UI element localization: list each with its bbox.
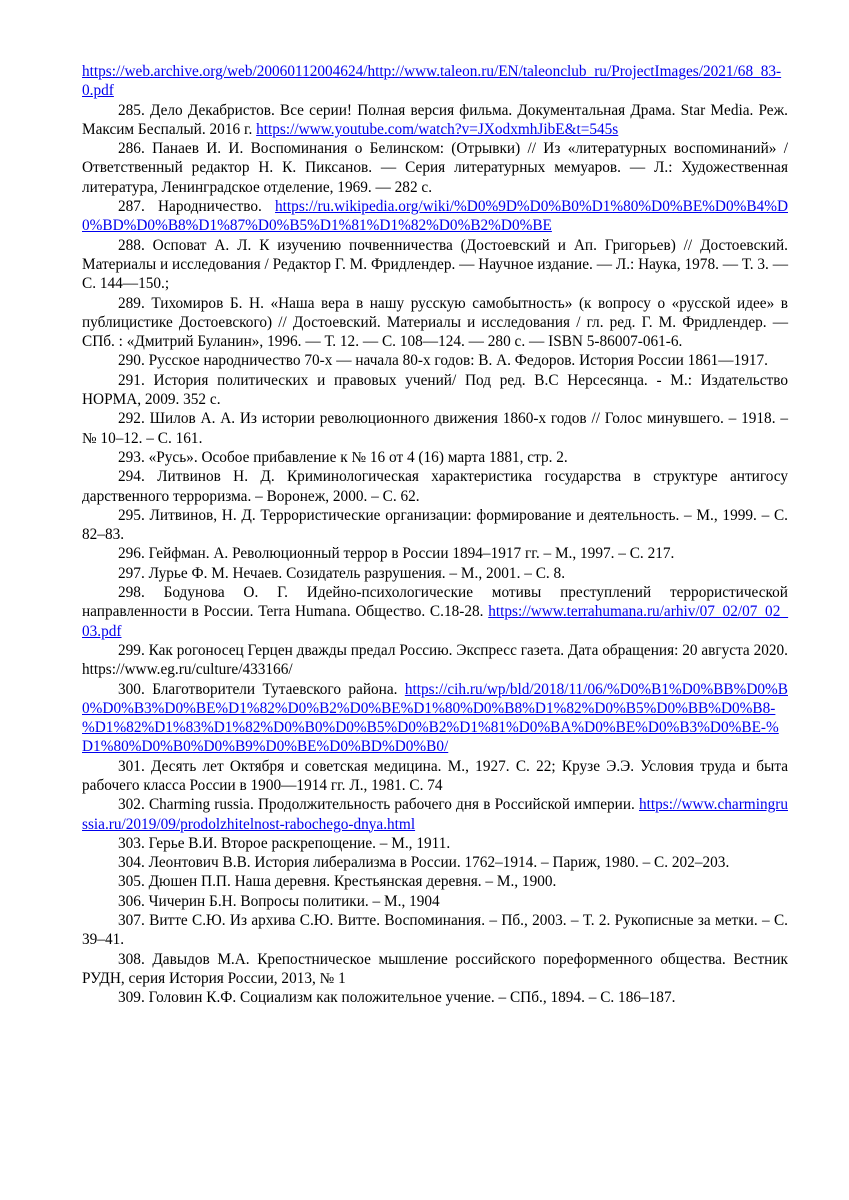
ref-entry-299	[82, 641, 788, 680]
ref-entry-298	[82, 583, 788, 641]
ref-entry-289	[82, 294, 788, 352]
ref-number: 288.	[118, 236, 145, 254]
ref-number: 286.	[118, 140, 145, 158]
ref-entry-300	[82, 680, 788, 757]
ref-entry-303	[82, 834, 788, 853]
ref-number: 285.	[118, 101, 145, 119]
ref-link[interactable]: https://web.archive.org/web/20060112004624/http://www.taleon.ru/EN/taleonclub_ru/ProjectImages/2021/68_83-0.pdf	[82, 63, 782, 100]
ref-link[interactable]: https://cih.ru/wp/bld/2018/11/06/%D0%B1%D0%BB%D0%B0%D0%B3%D0%BE%D1%82%D0%B2%D0%BE%D1%80%D0%B8%D1%82%D0%B5%D0%BB%D0%B8-%D1%82%D1%83%D1%82%D0%B0%D0%B5%D0%B2%D1%81%D0%BA%D0%BE%D0%B3%D0%BE-%D1%80%D0%B0%D0%B9%D0%BE%D0%BD%D0%B0/	[82, 680, 788, 756]
ref-number: 297.	[118, 564, 145, 582]
ref-text: Гейфман. А. Революционный террор в России 1894–1917 гг. – М., 1997. – С. 217.	[144, 545, 675, 563]
ref-number: 302.	[118, 796, 145, 814]
ref-entry-295	[82, 506, 788, 545]
ref-entry-285	[82, 101, 788, 140]
ref-number: 295.	[118, 506, 145, 524]
ref-text: Леонтович В.В. История либерализма в России. 1762–1914. – Париж, 1980. – С. 202–203.	[144, 854, 730, 872]
ref-text: Литвинов, Н. Д. Террористические организации: формирование и деятельность. – М., 1999. – С. 82–83.	[82, 506, 788, 544]
ref-entry-292	[82, 409, 788, 448]
ref-text: Charming russia. Продолжительность рабочего дня в Российской империи.	[144, 796, 640, 814]
ref-number: 309.	[118, 989, 145, 1007]
ref-text: Дюшен П.П. Наша деревня. Крестьянская деревня. – М., 1900.	[144, 873, 557, 891]
ref-entry-290	[82, 351, 788, 370]
ref-entry-296	[82, 544, 788, 563]
ref-text: Народничество.	[144, 198, 276, 216]
ref-number: 287.	[118, 198, 145, 216]
ref-text: Шилов А. А. Из истории революционного движения 1860-х годов // Голос минувшего. – 1918. – № 10–12. – С. 161.	[82, 410, 788, 447]
ref-number: 303.	[118, 834, 145, 852]
ref-text: Десять лет Октября и советская медицина. М., 1927. С. 22; Крузе Э.Э. Условия труда и быта рабочего класса России в 1900—1914 гг. Л., 1981. С. 74	[82, 757, 788, 794]
ref-entry-297	[82, 564, 788, 583]
ref-text: Как рогоносец Герцен дважды предал Россию. Экспресс газета. Дата обращения: 20 августа 2020. https://www.eg.ru/culture/433166/	[82, 641, 788, 679]
ref-entry-293	[82, 448, 788, 467]
ref-text: История политических и правовых учений/ Под ред. В.С Нерсесянца. - М.: Издательство НОРМА, 2009. 352 с.	[82, 371, 788, 409]
ref-entry-287	[82, 197, 788, 236]
ref-text: Витте С.Ю. Из архива С.Ю. Витте. Воспоминания. – Пб., 2003. – Т. 2. Рукописные за метки. – С. 39–41.	[82, 912, 788, 949]
ref-text: Давыдов М.А. Крепостническое мышление российского пореформенного общества. Вестник РУДН, серия История России, 2013, № 1	[82, 950, 788, 987]
ref-entry-288	[82, 236, 788, 294]
ref-entry-291	[82, 371, 788, 410]
ref-number: 304.	[118, 854, 145, 872]
ref-link[interactable]: https://www.terrahumana.ru/arhiv/07_02/07_02_03.pdf	[82, 603, 788, 640]
ref-entry-301	[82, 757, 788, 796]
ref-number: 300.	[118, 680, 145, 698]
ref-text: Чичерин Б.Н. Вопросы политики. – М., 1904	[144, 892, 440, 910]
ref-link[interactable]: https://www.charmingrussia.ru/2019/09/prodolzhitelnost-rabochego-dnya.html	[82, 796, 788, 833]
ref-entry-307	[82, 911, 788, 950]
ref-entry-286	[82, 139, 788, 197]
ref-number: 293.	[118, 448, 145, 466]
ref-entry-306	[82, 892, 788, 911]
ref-entry-294	[82, 467, 788, 506]
ref-number: 305.	[118, 873, 145, 891]
ref-text: Тихомиров Б. Н. «Наша вера в нашу русскую самобытность» (к вопросу о «русской идее» в публицистике Достоевского) // Достоевский. Материалы и исследования / гл. ред. Г. М. Фридлендер. — СПб. : «Дмитрий Буланин», 1996. — Т. 12. — С. 108—124. — 280 с. — ISBN 5-86007-061-6.	[82, 294, 788, 351]
ref-text: «Русь». Особое прибавление к № 16 от 4 (16) марта 1881, стр. 2.	[144, 448, 568, 466]
ref-number: 298.	[118, 584, 145, 602]
ref-text: Благотворители Тутаевского района.	[144, 680, 405, 698]
ref-number: 294.	[118, 468, 145, 486]
ref-number: 306.	[118, 892, 145, 910]
ref-number: 308.	[118, 950, 145, 968]
ref-entry-302	[82, 795, 788, 834]
bibliography-page	[82, 62, 788, 1008]
ref-entry-305	[82, 872, 788, 891]
ref-entry-304	[82, 853, 788, 872]
ref-number: 290.	[118, 352, 145, 370]
ref-number: 296.	[118, 545, 145, 563]
ref-text: Осповат А. Л. К изучению почвенничества (Достоевский и Ап. Григорьев) // Достоевский. Материалы и исследования / Редактор Г. М. Фридлендер. — Научное издание. — Л.: Наука, 1978. — Т. 3. — С. 144—150.;	[82, 236, 788, 293]
ref-entry-308	[82, 950, 788, 989]
ref-text: Литвинов Н. Д. Криминологическая характеристика государства в структуре антигосу дарственного терроризма. – Воронеж, 2000. – С. 62.	[82, 468, 788, 505]
ref-text: Бодунова О. Г. Идейно-психологические мотивы преступлений террористической направленности в России. Terra Humana. Общество. С.18-28.	[82, 584, 788, 621]
ref-text: Головин К.Ф. Социализм как положительное учение. – СПб., 1894. – С. 186–187.	[144, 989, 676, 1007]
ref-number: 301.	[118, 757, 145, 775]
ref-number: 292.	[118, 410, 145, 428]
ref-link[interactable]: https://ru.wikipedia.org/wiki/%D0%9D%D0%B0%D1%80%D0%BE%D0%B4%D0%BD%D0%B8%D1%87%D0%B5%D1%81%D1%82%D0%B2%D0%BE	[82, 198, 788, 235]
ref-number: 291.	[118, 371, 145, 389]
ref-text: Лурье Ф. М. Нечаев. Созидатель разрушения. – М., 2001. – С. 8.	[144, 564, 566, 582]
ref-number: 299.	[118, 641, 145, 659]
ref-number: 307.	[118, 912, 145, 930]
ref-entry-309	[82, 988, 788, 1007]
ref-entry-cont	[82, 62, 788, 101]
ref-text: Русское народничество 70-х — начала 80-х годов: В. А. Федоров. История России 1861—1917.	[144, 352, 768, 370]
ref-text: Панаев И. И. Воспоминания о Белинском: (Отрывки) // Из «литературных воспоминаний» / Ответственный редактор Н. К. Пиксанов. — Серия литературных мемуаров. — Л.: Художественная литература, Ленинградское отделение, 1969. — 282 с.	[82, 140, 788, 196]
ref-number: 289.	[118, 294, 145, 312]
ref-text: Герье В.И. Второе раскрепощение. – М., 1911.	[144, 834, 451, 852]
ref-link[interactable]: https://www.youtube.com/watch?v=JXodxmhJibE&t=545s	[256, 120, 619, 138]
ref-text: Дело Декабристов. Все серии! Полная версия фильма. Документальная Драма. Star Media. Реж. Максим Беспалый. 2016 г.	[82, 101, 788, 138]
